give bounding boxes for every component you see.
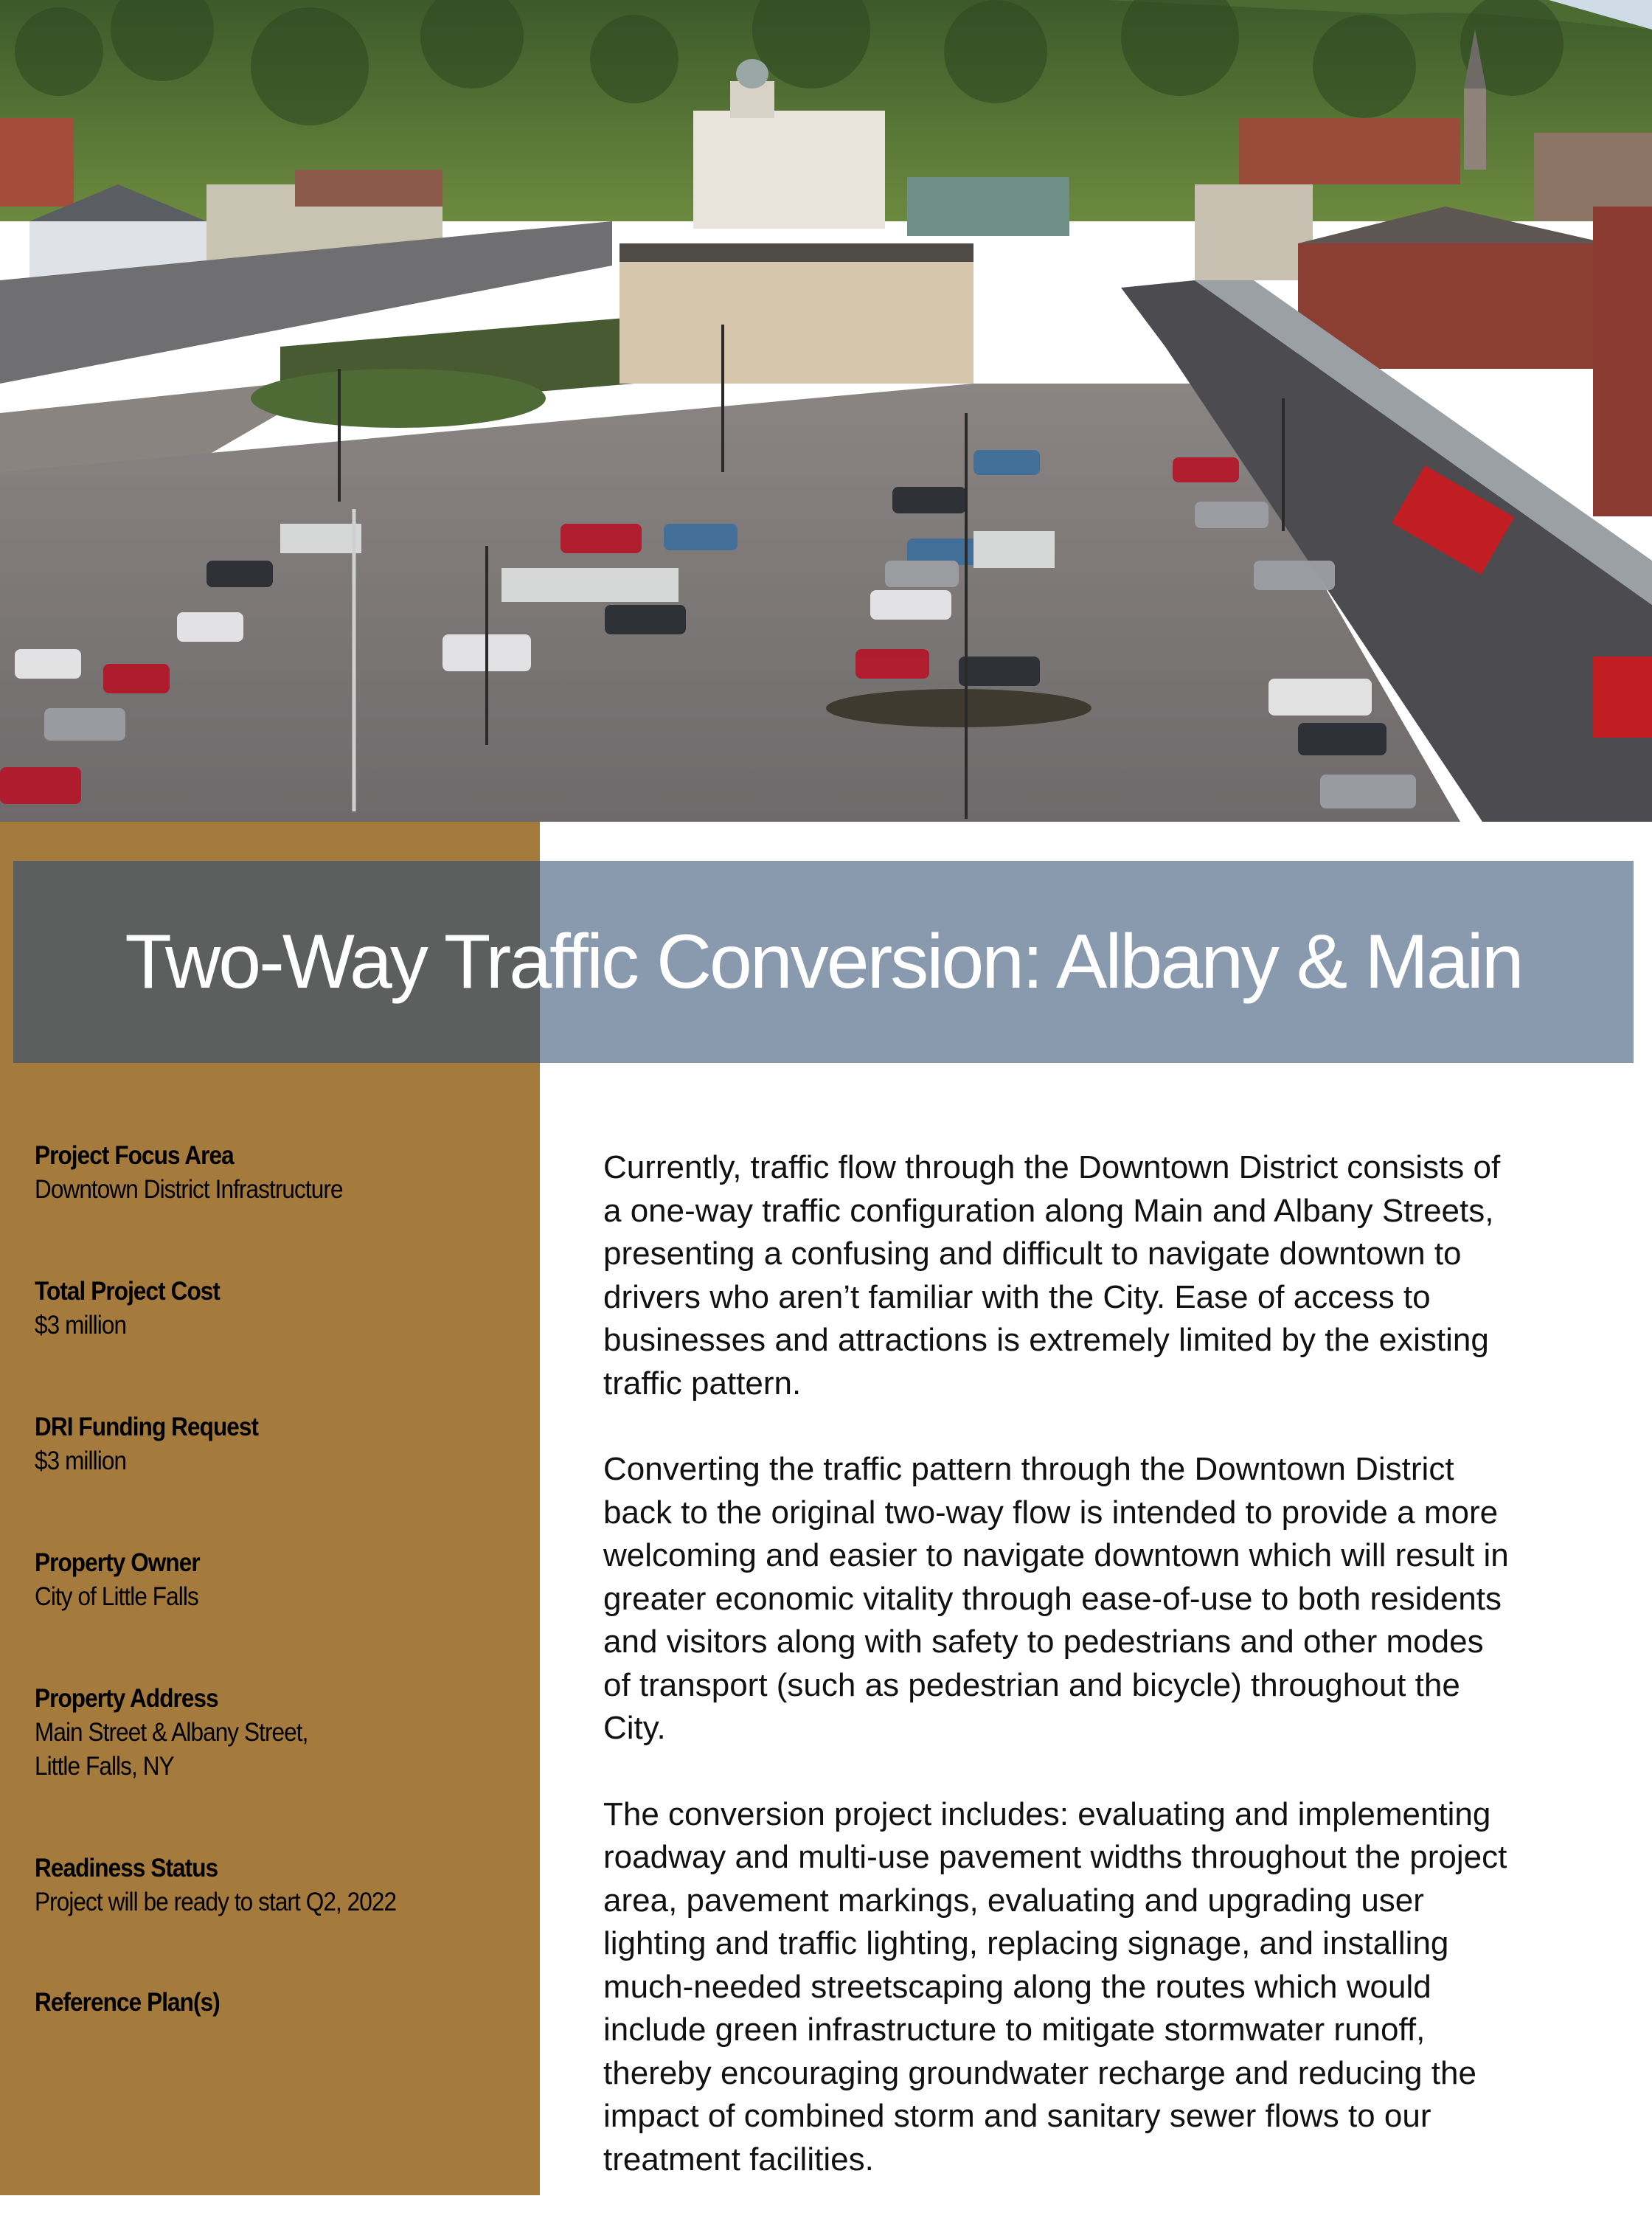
fact-label: Reference Plan(s) [35, 1988, 220, 2017]
fact-label: Project Focus Area [35, 1141, 234, 1170]
fact-label: Property Owner [35, 1548, 200, 1577]
fact-value: Downtown District Infrastructure [35, 1175, 343, 1204]
fact-item [35, 1275, 521, 1343]
fact-item [35, 1410, 521, 1478]
fact-value: Main Street & Albany Street, [35, 1718, 308, 1747]
body-line: welcoming and easier to navigate downtown which will result in [603, 1537, 1509, 1573]
body-line: presenting a confusing and difficult to navigate downtown to [603, 1236, 1462, 1272]
body-line: greater economic vitality through ease-of-use to both residents [603, 1580, 1502, 1617]
hero-aerial-photo [0, 0, 1652, 822]
fact-value: $3 million [35, 1447, 127, 1475]
page-title: Two-Way Traffic Conversion: Albany & Main [125, 918, 1522, 1005]
body-paragraph [603, 1146, 1651, 1405]
body-line: area, pavement markings, evaluating and upgrading user [603, 1882, 1424, 1919]
fact-label: Readiness Status [35, 1854, 218, 1882]
body-paragraph [603, 1793, 1651, 2182]
fact-item [35, 1546, 521, 1614]
fact-item [35, 1986, 521, 2020]
body-line: businesses and attractions is extremely limited by the existing [603, 1322, 1489, 1358]
body-line: thereby encouraging groundwater recharge and reducing the [603, 2054, 1476, 2091]
fact-label: Total Project Cost [35, 1277, 221, 1306]
body-line: roadway and multi-use pavement widths throughout the project [603, 1839, 1507, 1875]
body-paragraph [603, 1448, 1651, 1750]
fact-item [35, 1851, 521, 1919]
fact-label: Property Address [35, 1684, 218, 1713]
body-line: City. [603, 1710, 666, 1746]
body-line: The conversion project includes: evaluating and implementing [603, 1795, 1491, 1832]
fact-item [35, 1682, 521, 1784]
project-description [603, 1146, 1651, 2224]
fact-value: $3 million [35, 1311, 127, 1340]
body-line: include green infrastructure to mitigate stormwater runoff, [603, 2012, 1426, 2048]
fact-value: Little Falls, NY [35, 1752, 174, 1781]
body-line: drivers who aren’t familiar with the City. Ease of access to [603, 1278, 1431, 1315]
body-line: of transport (such as pedestrian and bicycle) throughout the [603, 1666, 1460, 1703]
fact-value: Project will be ready to start Q2, 2022 [35, 1888, 397, 1916]
body-line: back to the original two-way flow is intended to provide a more [603, 1494, 1499, 1531]
fact-item [35, 1139, 521, 1207]
body-line: a one-way traffic configuration along Main and Albany Streets, [603, 1192, 1494, 1229]
body-line: and visitors along with safety to pedestrians and other modes [603, 1624, 1484, 1660]
body-line: lighting and traffic lighting, replacing signage, and installing [603, 1925, 1449, 1961]
body-line: Converting the traffic pattern through the Downtown District [603, 1451, 1454, 1487]
body-line: Currently, traffic flow through the Downtown District consists of [603, 1149, 1501, 1185]
body-line: impact of combined storm and sanitary sewer flows to our [603, 2098, 1431, 2134]
body-line: traffic pattern. [603, 1365, 802, 1402]
body-line: treatment facilities. [603, 2141, 874, 2178]
fact-value: City of Little Falls [35, 1582, 198, 1611]
body-line: much-needed streetscaping along the routes which would [603, 1968, 1431, 2005]
fact-label: DRI Funding Request [35, 1413, 259, 1441]
